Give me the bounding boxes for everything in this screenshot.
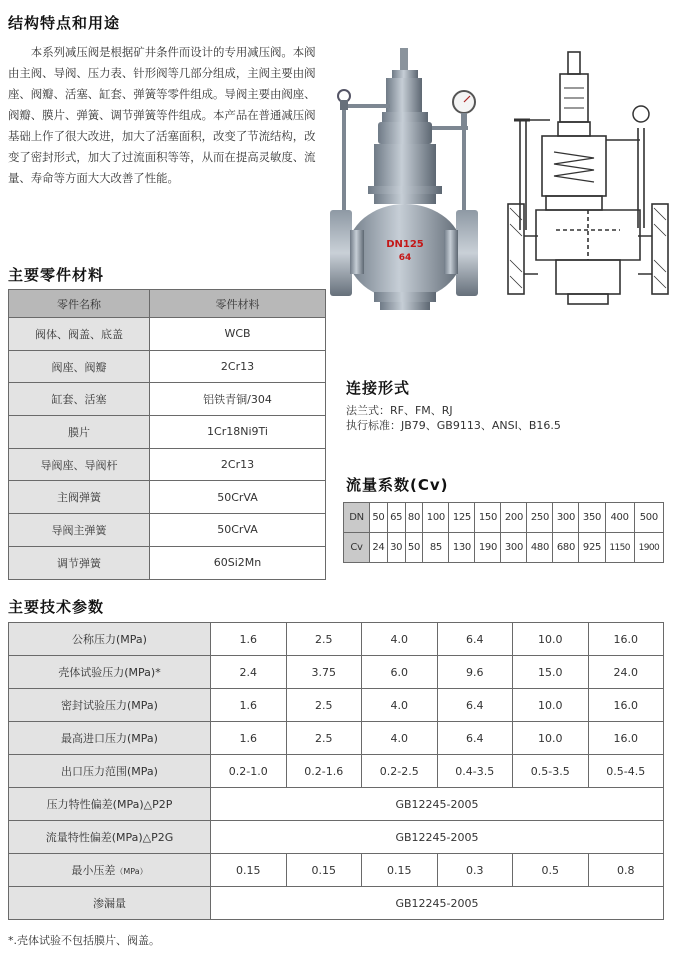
cv-value: 190 — [475, 533, 501, 563]
tech-value: 6.4 — [437, 689, 513, 722]
features-body: 本系列减压阀是根据矿井条件而设计的专用减压阀。本阀由主阀、导阀、压力表、针形阀等几部分组成，主阀主要由阀座、阀瓣、活塞、缸套、弹簧等零件组成。导阀主要由阀座、阀瓣、膜片、弹簧、调节弹簧等件组成。本产品在普通减压阀基础上作了很大改进，加大了活塞面积，改变了节流结构，改变了密封形式，加大了过流面积等等，从而在提高灵敏度、流量、寿命等方面大大改善了性能。 — [8, 45, 316, 185]
part-name: 膜片 — [9, 416, 150, 449]
dn-value: 300 — [553, 503, 579, 533]
table-row — [9, 481, 326, 514]
cv-value: 300 — [501, 533, 527, 563]
tech-value: 0.4-3.5 — [437, 755, 513, 788]
tech-value: 6.4 — [437, 722, 513, 755]
tech-value: 0.5 — [513, 854, 589, 887]
tech-value: 6.4 — [437, 623, 513, 656]
tech-value: 1.6 — [211, 689, 287, 722]
valve-photo — [322, 40, 500, 318]
tech-value: 9.6 — [437, 656, 513, 689]
table-row — [9, 514, 326, 547]
cv-value: 130 — [449, 533, 475, 563]
parts-table — [8, 289, 326, 580]
cv-value: 30 — [387, 533, 405, 563]
cv-value: 24 — [370, 533, 388, 563]
dn-value: 350 — [579, 503, 605, 533]
parts-title: 主要零件材料 — [8, 266, 105, 284]
tech-label: 密封试验压力(MPa) — [9, 689, 211, 722]
tech-value: 10.0 — [513, 689, 589, 722]
parts-header-row — [9, 290, 326, 318]
dn-value: 125 — [449, 503, 475, 533]
tech-value: 3.75 — [286, 656, 362, 689]
tech-value: 4.0 — [362, 722, 438, 755]
table-row — [9, 416, 326, 449]
cv-value: 925 — [579, 533, 605, 563]
table-row — [9, 623, 664, 656]
tech-label: 公称压力(MPa) — [9, 623, 211, 656]
dn-value: 500 — [634, 503, 663, 533]
tech-value: 10.0 — [513, 722, 589, 755]
table-row — [9, 788, 664, 821]
cv-table — [343, 502, 664, 563]
tech-table — [8, 622, 664, 920]
table-row — [9, 350, 326, 383]
table-row — [9, 821, 664, 854]
valve-section-drawing — [506, 48, 670, 314]
cv-value: 480 — [527, 533, 553, 563]
table-row — [9, 755, 664, 788]
tech-value: 0.15 — [211, 854, 287, 887]
cv-cv-row — [344, 533, 664, 563]
tech-value: 16.0 — [588, 623, 664, 656]
cv-value: 680 — [553, 533, 579, 563]
table-row — [9, 318, 326, 351]
cv-dn-row — [344, 503, 664, 533]
tech-value: 4.0 — [362, 623, 438, 656]
parts-header-name: 零件名称 — [9, 290, 150, 318]
tech-value: 0.15 — [286, 854, 362, 887]
part-material: 50CrVA — [150, 514, 326, 547]
table-row — [9, 383, 326, 416]
tech-label: 压力特性偏差(MPa)△P2P — [9, 788, 211, 821]
tech-value: 2.5 — [286, 623, 362, 656]
tech-label: 出口压力范围(MPa) — [9, 755, 211, 788]
part-name: 阀体、阀盖、底盖 — [9, 318, 150, 351]
cv-value: 1900 — [634, 533, 663, 563]
dn-value: 250 — [527, 503, 553, 533]
part-name: 调节弹簧 — [9, 546, 150, 579]
connection-title: 连接形式 — [346, 379, 411, 397]
tech-value: 6.0 — [362, 656, 438, 689]
tech-label — [9, 854, 211, 887]
dn-value: 150 — [475, 503, 501, 533]
tech-value: 2.4 — [211, 656, 287, 689]
cv-value: 50 — [405, 533, 423, 563]
table-row — [9, 722, 664, 755]
tech-label-unit: （MPa） — [115, 867, 148, 876]
part-material: 60Si2Mn — [150, 546, 326, 579]
part-material: 铝铁青铜/304 — [150, 383, 326, 416]
tech-title: 主要技术参数 — [8, 598, 105, 616]
tech-label: 渗漏量 — [9, 887, 211, 920]
tech-span-value: GB12245-2005 — [211, 821, 664, 854]
footnote: *.壳体试验不包括膜片、阀盖。 — [8, 934, 160, 947]
table-row — [9, 689, 664, 722]
dn-value: 200 — [501, 503, 527, 533]
tech-value: 0.2-1.6 — [286, 755, 362, 788]
tech-value: 16.0 — [588, 689, 664, 722]
tech-value: 10.0 — [513, 623, 589, 656]
dn-value: 80 — [405, 503, 423, 533]
cv-dn-label: DN — [344, 503, 370, 533]
connection-flange: 法兰式：RF、FM、RJ — [346, 404, 453, 417]
part-name: 主阀弹簧 — [9, 481, 150, 514]
part-name: 导阀座、导阀杆 — [9, 448, 150, 481]
part-material: 1Cr18Ni9Ti — [150, 416, 326, 449]
tech-value: 0.3 — [437, 854, 513, 887]
tech-label-main: 最小压差 — [71, 864, 116, 877]
part-name: 缸套、活塞 — [9, 383, 150, 416]
tech-value: 1.6 — [211, 722, 287, 755]
tech-label: 壳体试验压力(MPa)* — [9, 656, 211, 689]
part-name: 导阀主弹簧 — [9, 514, 150, 547]
tech-value: 24.0 — [588, 656, 664, 689]
tech-value: 0.5-3.5 — [513, 755, 589, 788]
part-material: 2Cr13 — [150, 448, 326, 481]
connection-standard: 执行标准：JB79、GB9113、ANSI、B16.5 — [346, 419, 561, 432]
part-material: 2Cr13 — [150, 350, 326, 383]
tech-value: 0.5-4.5 — [588, 755, 664, 788]
table-row — [9, 854, 664, 887]
cv-value: 1150 — [605, 533, 634, 563]
tech-value: 2.5 — [286, 722, 362, 755]
tech-value: 0.2-2.5 — [362, 755, 438, 788]
table-row — [9, 546, 326, 579]
valve-marking-pressure: 64 — [398, 253, 412, 263]
tech-label: 最高进口压力(MPa) — [9, 722, 211, 755]
tech-value: 0.2-1.0 — [211, 755, 287, 788]
table-row — [9, 887, 664, 920]
tech-value: 15.0 — [513, 656, 589, 689]
tech-value: 16.0 — [588, 722, 664, 755]
cv-value: 85 — [423, 533, 449, 563]
tech-value: 1.6 — [211, 623, 287, 656]
dn-value: 400 — [605, 503, 634, 533]
features-title: 结构特点和用途 — [8, 14, 121, 32]
dn-value: 100 — [423, 503, 449, 533]
valve-marking-size: DN125 — [386, 239, 424, 250]
tech-label: 流量特性偏差(MPa)△P2G — [9, 821, 211, 854]
tech-span-value: GB12245-2005 — [211, 887, 664, 920]
part-name: 阀座、阀瓣 — [9, 350, 150, 383]
tech-value: 0.15 — [362, 854, 438, 887]
dn-value: 50 — [370, 503, 388, 533]
tech-value: 2.5 — [286, 689, 362, 722]
dn-value: 65 — [387, 503, 405, 533]
part-material: WCB — [150, 318, 326, 351]
part-material: 50CrVA — [150, 481, 326, 514]
tech-value: 4.0 — [362, 689, 438, 722]
parts-header-material: 零件材料 — [150, 290, 326, 318]
table-row — [9, 656, 664, 689]
tech-value: 0.8 — [588, 854, 664, 887]
cv-cv-label: Cv — [344, 533, 370, 563]
cv-title: 流量系数(Cv) — [346, 476, 449, 494]
tech-span-value: GB12245-2005 — [211, 788, 664, 821]
table-row — [9, 448, 326, 481]
